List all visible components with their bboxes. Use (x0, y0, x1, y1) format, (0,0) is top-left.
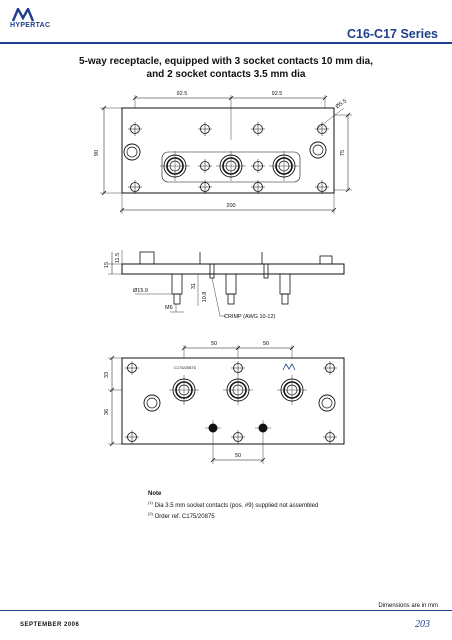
note-1 (148, 499, 318, 511)
dim-side-10-8: 10.8 (202, 291, 208, 303)
dim-top-width: 200 (226, 203, 236, 209)
dim-side-dia: Ø15.9 (133, 288, 148, 294)
title-line-1: 5-way receptacle, equipped with 3 socket contacts 10 mm dia, (79, 56, 373, 67)
note-1-mark: (1) (148, 499, 153, 505)
marking-logo-icon (283, 364, 295, 370)
dim-bottom-50-bottom: 50 (234, 453, 242, 459)
dim-side-11-5: 11.5 (115, 252, 121, 264)
footer-date: SEPTEMBER 2006 (20, 622, 80, 628)
page-number: 203 (415, 619, 430, 630)
top-view (94, 91, 352, 214)
dim-top-inner-height: 75 (340, 149, 346, 157)
units-note: Dimensions are in mm (378, 603, 438, 609)
note-2 (148, 510, 318, 522)
footer-rule (0, 610, 452, 611)
series-title: C16-C17 Series (346, 27, 438, 41)
dim-side-15: 15 (104, 261, 110, 269)
top-view-outline (122, 108, 334, 193)
dim-bottom-36: 36 (104, 408, 110, 416)
note-1-text: Dia 3.5 mm socket contacts (pos. #9) supplied not assembled (154, 502, 319, 509)
bottom-view (104, 341, 344, 464)
note-2-mark: (2) (148, 511, 153, 516)
dim-bottom-50-right: 50 (262, 341, 270, 347)
dim-side-m6: M6 (165, 305, 173, 311)
brand-name: HYPERTAC (10, 22, 51, 29)
dim-bottom-50-left: 50 (210, 341, 218, 347)
notes-block (148, 490, 318, 522)
dim-bottom-33: 33 (104, 371, 110, 379)
part-marking: C175/20875 (174, 365, 196, 370)
dim-hole-dia: Ø5.5 (334, 98, 348, 111)
side-view (104, 250, 344, 320)
dim-top-height: 90 (94, 149, 100, 157)
note-2-text: Order ref. C175/20875 (154, 514, 215, 520)
title-line-2: and 2 socket contacts 3.5 mm dia (146, 69, 306, 80)
dim-top-pitch-right: 92.5 (271, 91, 283, 97)
dim-side-31: 31 (191, 282, 197, 290)
notes-heading: Note (148, 491, 162, 497)
dim-top-pitch-left: 92.5 (176, 91, 188, 97)
crimp-label: CRIMP (AWG 10-12) (224, 314, 276, 320)
